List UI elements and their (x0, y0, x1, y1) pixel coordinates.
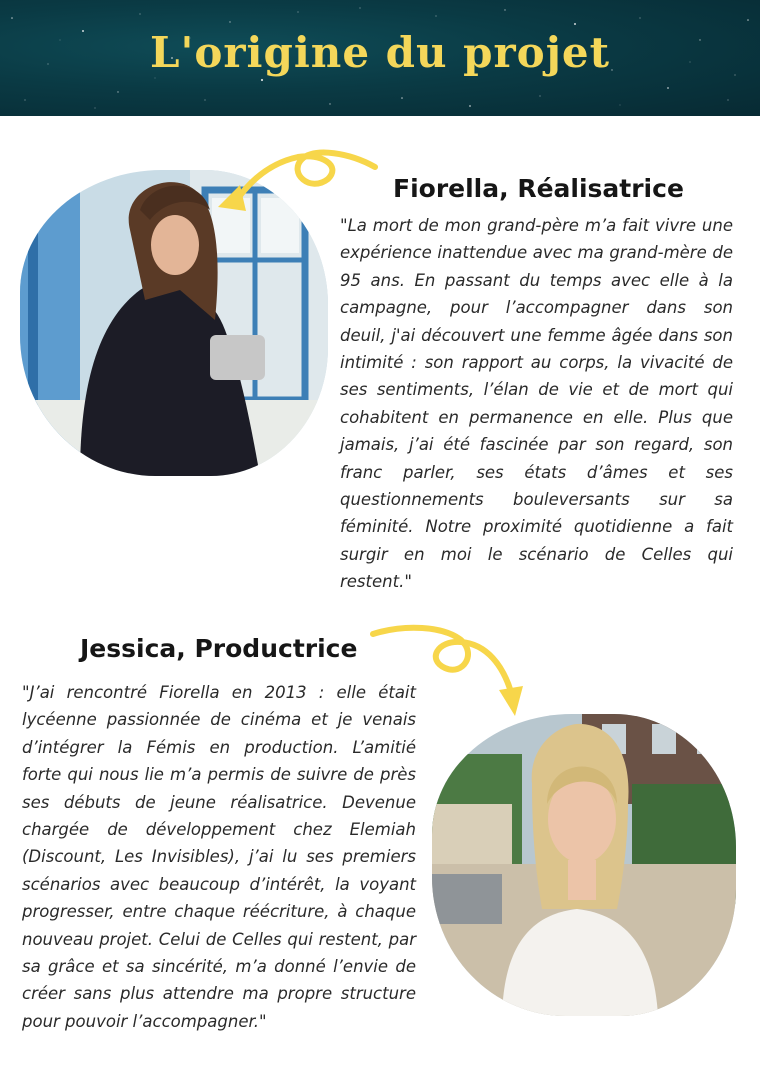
profile-quote: "J’ai rencontré Fiorella en 2013 : elle était lycéenne passionnée de cinéma et je venais d’intégrer la Fémis en production. L’amitié forte qui nous lie m’a permis de suivre de près ses débuts de jeune réalisatrice. Devenue chargée de développement chez Elemiah (Discount, Les Invisibles), j’ai lu ses premiers scénarios avec beaucoup d’intérêt, la voyant progresser, entre chaque réécriture, à chaque nouveau projet. Celui de Celles qui restent, par sa grâce et sa sincérité, m’a donné l’envie de créer sans plus attendre ma propre structure pour pouvoir l’accompagner." (22, 683, 416, 1031)
jessica-photo (432, 714, 736, 1016)
profile-quote: "La mort de mon grand-père m’a fait vivre une expérience inattendue avec ma grand-mère de 95 ans. En passant du temps avec elle à la campagne, pour l’accompagner dans son deuil, j'ai découvert une femme âgée dans son intimité : son rapport au corps, la vivacité de ses sentiments, l’élan de vie et de mort qui cohabitent en permanence en elle. Plus que jamais, j’ai été fascinée par son regard, son franc parler, ses états d’âmes et ses questionnements bouleversants sur sa féminité. Notre proximité quotidienne a fait surgir en moi le scénario de Celles qui restent." (340, 216, 733, 592)
profile-name: Fiorella, Réalisatrice (393, 174, 684, 203)
page-title: L'origine du projet (149, 28, 611, 77)
curly-arrow-icon (365, 620, 525, 720)
curly-arrow-icon (210, 145, 385, 220)
profile-name: Jessica, Productrice (80, 634, 358, 663)
header-banner (0, 0, 760, 116)
